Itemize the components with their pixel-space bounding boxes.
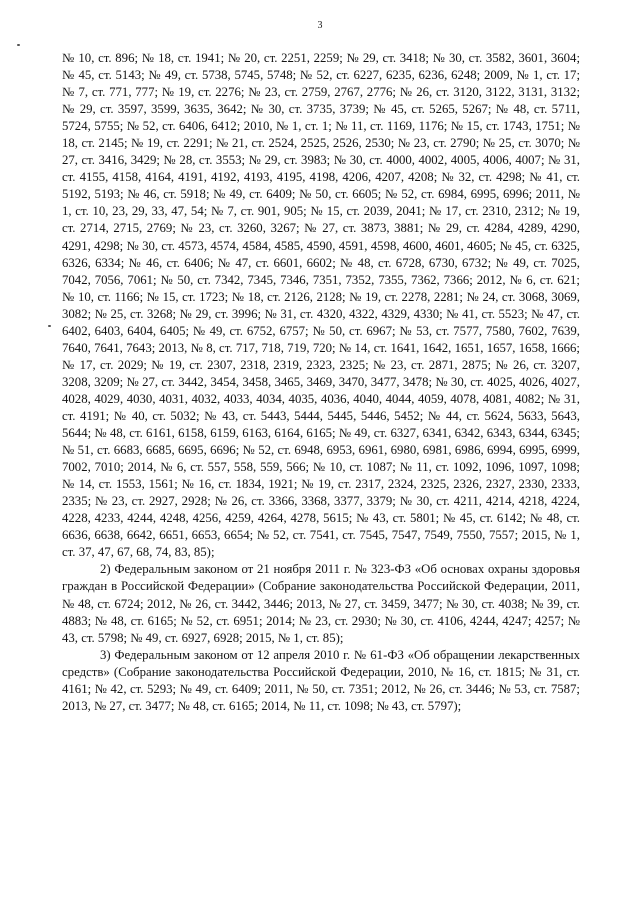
scan-speck xyxy=(48,325,51,327)
paragraph-item-2: 2) Федеральным законом от 21 ноября 2011 г. № 323-ФЗ «Об основах охраны здоровья граждан в Российской Федерации» (Собрание законодательства Российской Федерации, 2011, № 48, ст. 6724; 2012, № 26, ст. 3442, 3446; 2013, № 27, ст. 3459, 3477; № 30, ст. 4038; № 39, ст. 4883; № 48, ст. 6165; № 52, ст. 6951; 2014; № 23, ст. 2930; № 30, ст. 4106, 4244, 4247; 4257; № 43, ст. 5798; № 49, ст. 6927, 6928; 2015, № 1, ст. 85); xyxy=(62,562,580,645)
scan-speck xyxy=(17,44,20,46)
paragraph-item-3: 3) Федеральным законом от 12 апреля 2010 г. № 61-ФЗ «Об обращении лекарственных средств» (Собрание законодательства Российской Федерации, 2010, № 16, ст. 1815; № 31, ст. 4161; № 42, ст. 5293; № 49, ст. 6409; 2011, № 50, ст. 7351; 2012, № 26, ст. 3446; № 53, ст. 7587; 2013, № 27, ст. 3477; № 48, ст. 6165; 2014, № 11, ст. 1098; № 43, ст. 5797); xyxy=(62,647,580,713)
document-body xyxy=(62,50,580,715)
paragraph-legislation-references: № 10, ст. 896; № 18, ст. 1941; № 20, ст. 2251, 2259; № 29, ст. 3418; № 30, ст. 3582, 3601, 3604; № 45, ст. 5143; № 49, ст. 5738, 5745, 5748; № 52, ст. 6227, 6235, 6236, 6248; 2009, № 1, ст. 17; № 7, ст. 771, 777; № 19, ст. 2276; № 23, ст. 2759, 2767, 2776; № 26, ст. 3120, 3122, 3131, 3132; № 29, ст. 3597, 3599, 3635, 3642; № 30, ст. 3735, 3739; № 45, ст. 5265, 5267; № 48, ст. 5711, 5724, 5755; № 52, ст. 6406, 6412; 2010, № 1, ст. 1; № 11, ст. 1169, 1176; № 15, ст. 1743, 1751; № 18, ст. 2145; № 19, ст. 2291; № 21, ст. 2524, 2525, 2526, 2530; № 23, ст. 2790; № 25, ст. 3070; № 27, ст. 3416, 3429; № 28, ст. 3553; № 29, ст. 3983; № 30, ст. 4000, 4002, 4005, 4006, 4007; № 31, ст. 4155, 4158, 4164, 4191, 4192, 4193, 4195, 4198, 4206, 4207, 4208; № 32, ст. 4298; № 41, ст. 5192, 5193; № 46, ст. 5918; № 49, ст. 6409; № 50, ст. 6605; № 52, ст. 6984, 6995, 6996; 2011, № 1, ст. 10, 23, 29, 33, 47, 54; № 7, ст. 901, 905; № 15, ст. 2039, 2041; № 17, ст. 2310, 2312; № 19, ст. 2714, 2715, 2769; № 23, ст. 3260, 3267; № 27, ст. 3873, 3881; № 29, ст. 4284, 4289, 4290, 4291, 4298; № 30, ст. 4573, 4574, 4584, 4585, 4590, 4591, 4598, 4600, 4601, 4605; № 45, ст. 6325, 6326, 6334; № 46, ст. 6406; № 47, ст. 6601, 6602; № 48, ст. 6728, 6730, 6732; № 49, ст. 7025, 7042, 7056, 7061; № 50, ст. 7342, 7345, 7346, 7351, 7352, 7355, 7362, 7366; 2012, № 6, ст. 621; № 10, ст. 1166; № 15, ст. 1723; № 18, ст. 2126, 2128; № 19, ст. 2278, 2281; № 24, ст. 3068, 3069, 3082; № 25, ст. 3268; № 29, ст. 3996; № 31, ст. 4320, 4322, 4329, 4330; № 41, ст. 5523; № 47, ст. 6402, 6403, 6404, 6405; № 49, ст. 6752, 6757; № 50, ст. 6967; № 53, ст. 7577, 7580, 7602, 7639, 7640, 7641, 7643; 2013, № 8, ст. 717, 718, 719, 720; № 14, ст. 1641, 1642, 1651, 1657, 1658, 1666; № 17, ст. 2029; № 19, ст. 2307, 2318, 2319, 2323, 2325; № 23, ст. 2871, 2875; № 26, ст. 3207, 3208, 3209; № 27, ст. 3442, 3454, 3458, 3465, 3469, 3470, 3477, 3478; № 30, ст. 4025, 4026, 4027, 4028, 4029, 4030, 4031, 4032, 4033, 4034, 4035, 4036, 4040, 4044, 4059, 4078, 4081, 4082; № 31, ст. 4191; № 40, ст. 5032; № 43, ст. 5443, 5444, 5445, 5446, 5452; № 44, ст. 5624, 5633, 5643, 5644; № 48, ст. 6161, 6158, 6159, 6163, 6164, 6165; № 49, ст. 6327, 6341, 6342, 6343, 6344, 6345; № 51, ст. 6683, 6685, 6695, 6696; № 52, ст. 6948, 6953, 6961, 6980, 6981, 6986, 6994, 6995, 6999, 7002, 7010; 2014, № 6, ст. 557, 558, 559, 566; № 10, ст. 1087; № 11, ст. 1092, 1096, 1097, 1098; № 14, ст. 1553, 1561; № 16, ст. 1834, 1921; № 19, ст. 2317, 2324, 2325, 2326, 2327, 2330, 2333, 2335; № 23, ст. 2927, 2928; № 26, ст. 3366, 3368, 3377, 3379; № 30, ст. 4211, 4214, 4218, 4224, 4228, 4233, 4244, 4248, 4256, 4259, 4264, 4278, 5615; № 43, ст. 5801; № 45, ст. 6142; № 48, ст. 6636, 6638, 6642, 6651, 6653, 6654; № 52, ст. 7541, ст. 7545, 7547, 7549, 7550, 7557; 2015, № 1, ст. 37, 47, 67, 68, 74, 83, 85); xyxy=(62,51,580,560)
page-number: 3 xyxy=(317,20,323,31)
